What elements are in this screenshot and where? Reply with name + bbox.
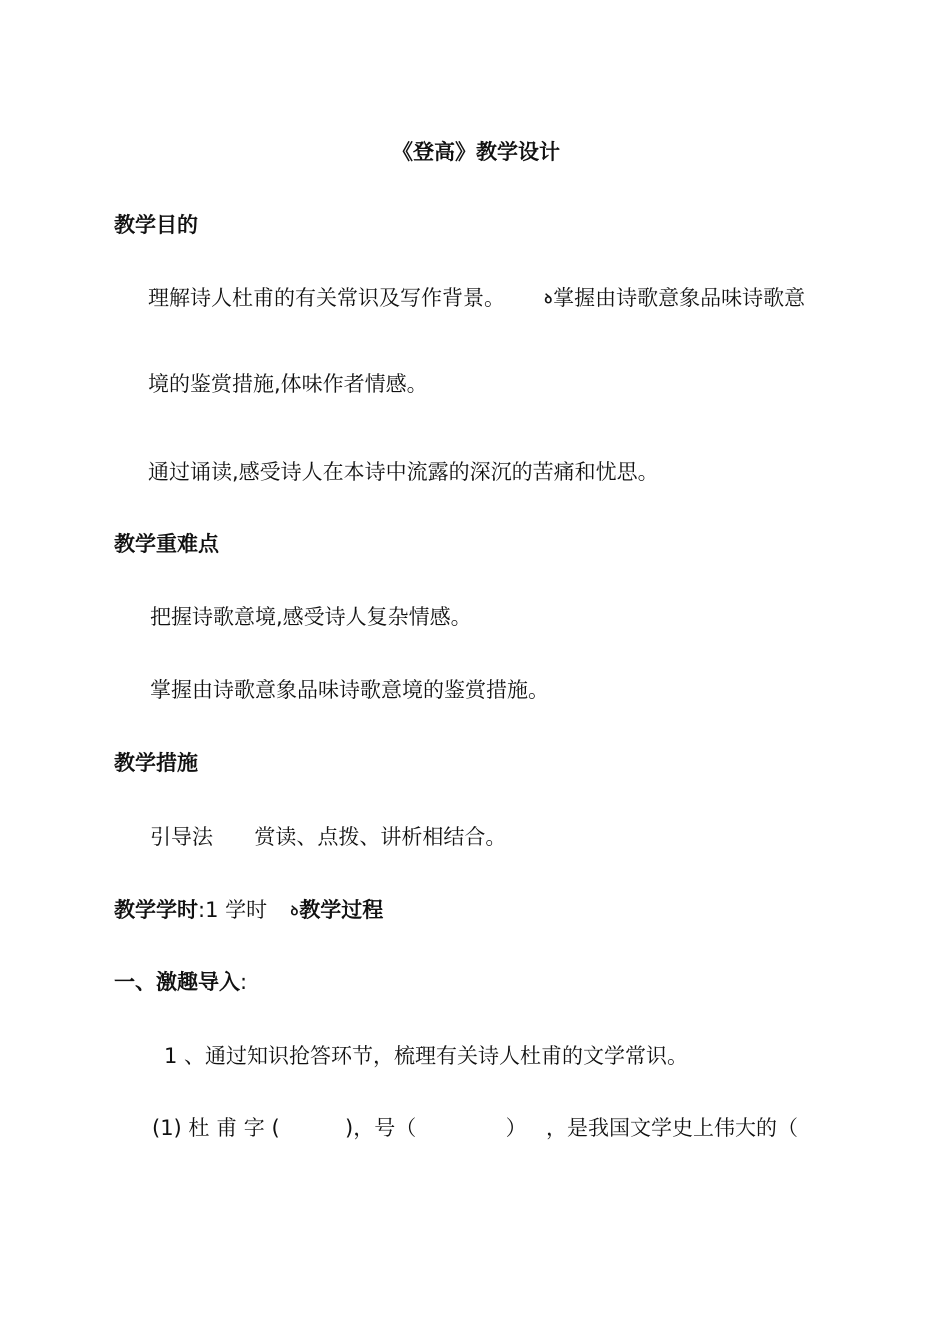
section-heading-methods: 教学措施 — [114, 751, 198, 775]
question-1 — [152, 1115, 798, 1141]
hours-value: :1 学时 — [198, 898, 268, 922]
goal-item-3: 通过诵读,感受诗人在本诗中流露的深沉的苦痛和忧思。 — [148, 460, 659, 484]
section-heading-intro-colon: : — [240, 970, 248, 994]
key-point-1: 把握诗歌意境,感受诗人复杂情感。 — [150, 605, 472, 629]
hours-label: 教学学时 — [114, 898, 198, 922]
method-line — [150, 824, 506, 850]
key-point-2: 掌握由诗歌意象品味诗歌意境的鉴赏措施。 — [150, 678, 549, 702]
hours-and-process-line — [114, 897, 383, 925]
method-description: 赏读、点拨、讲析相结合。 — [254, 825, 507, 849]
document-title: 《登高》教学设计 — [392, 140, 560, 164]
question-1-part-d: ，是我国文学史上伟大的（ — [545, 1116, 798, 1140]
goal-item-1-text: 理解诗人杜甫的有关常识及写作背景。 — [148, 286, 505, 310]
section-heading-intro-text: 一、激趣导入 — [114, 970, 240, 994]
list-bullet-icon: ꝺ — [290, 904, 299, 919]
section-heading-intro — [114, 969, 247, 995]
section-heading-process: 教学过程 — [299, 898, 384, 922]
section-heading-goals: 教学目的 — [114, 213, 198, 237]
goal-item-1 — [148, 285, 805, 313]
method-name: 引导法 — [150, 825, 213, 849]
section-heading-key-points: 教学重难点 — [114, 532, 219, 556]
intro-item-1: 1 、通过知识抢答环节，梳理有关诗人杜甫的文学常识。 — [164, 1044, 689, 1068]
list-bullet-icon: ꝺ — [544, 292, 553, 307]
question-1-part-c: ） — [505, 1116, 527, 1140]
question-1-part-b: )，号（ — [345, 1116, 417, 1140]
goal-item-2-continued: 境的鉴赏措施,体味作者情感。 — [148, 372, 428, 396]
goal-item-2-text-start: 掌握由诗歌意象品味诗歌意 — [553, 286, 806, 310]
question-1-part-a: (1) 杜 甫 字 ( — [152, 1116, 280, 1140]
